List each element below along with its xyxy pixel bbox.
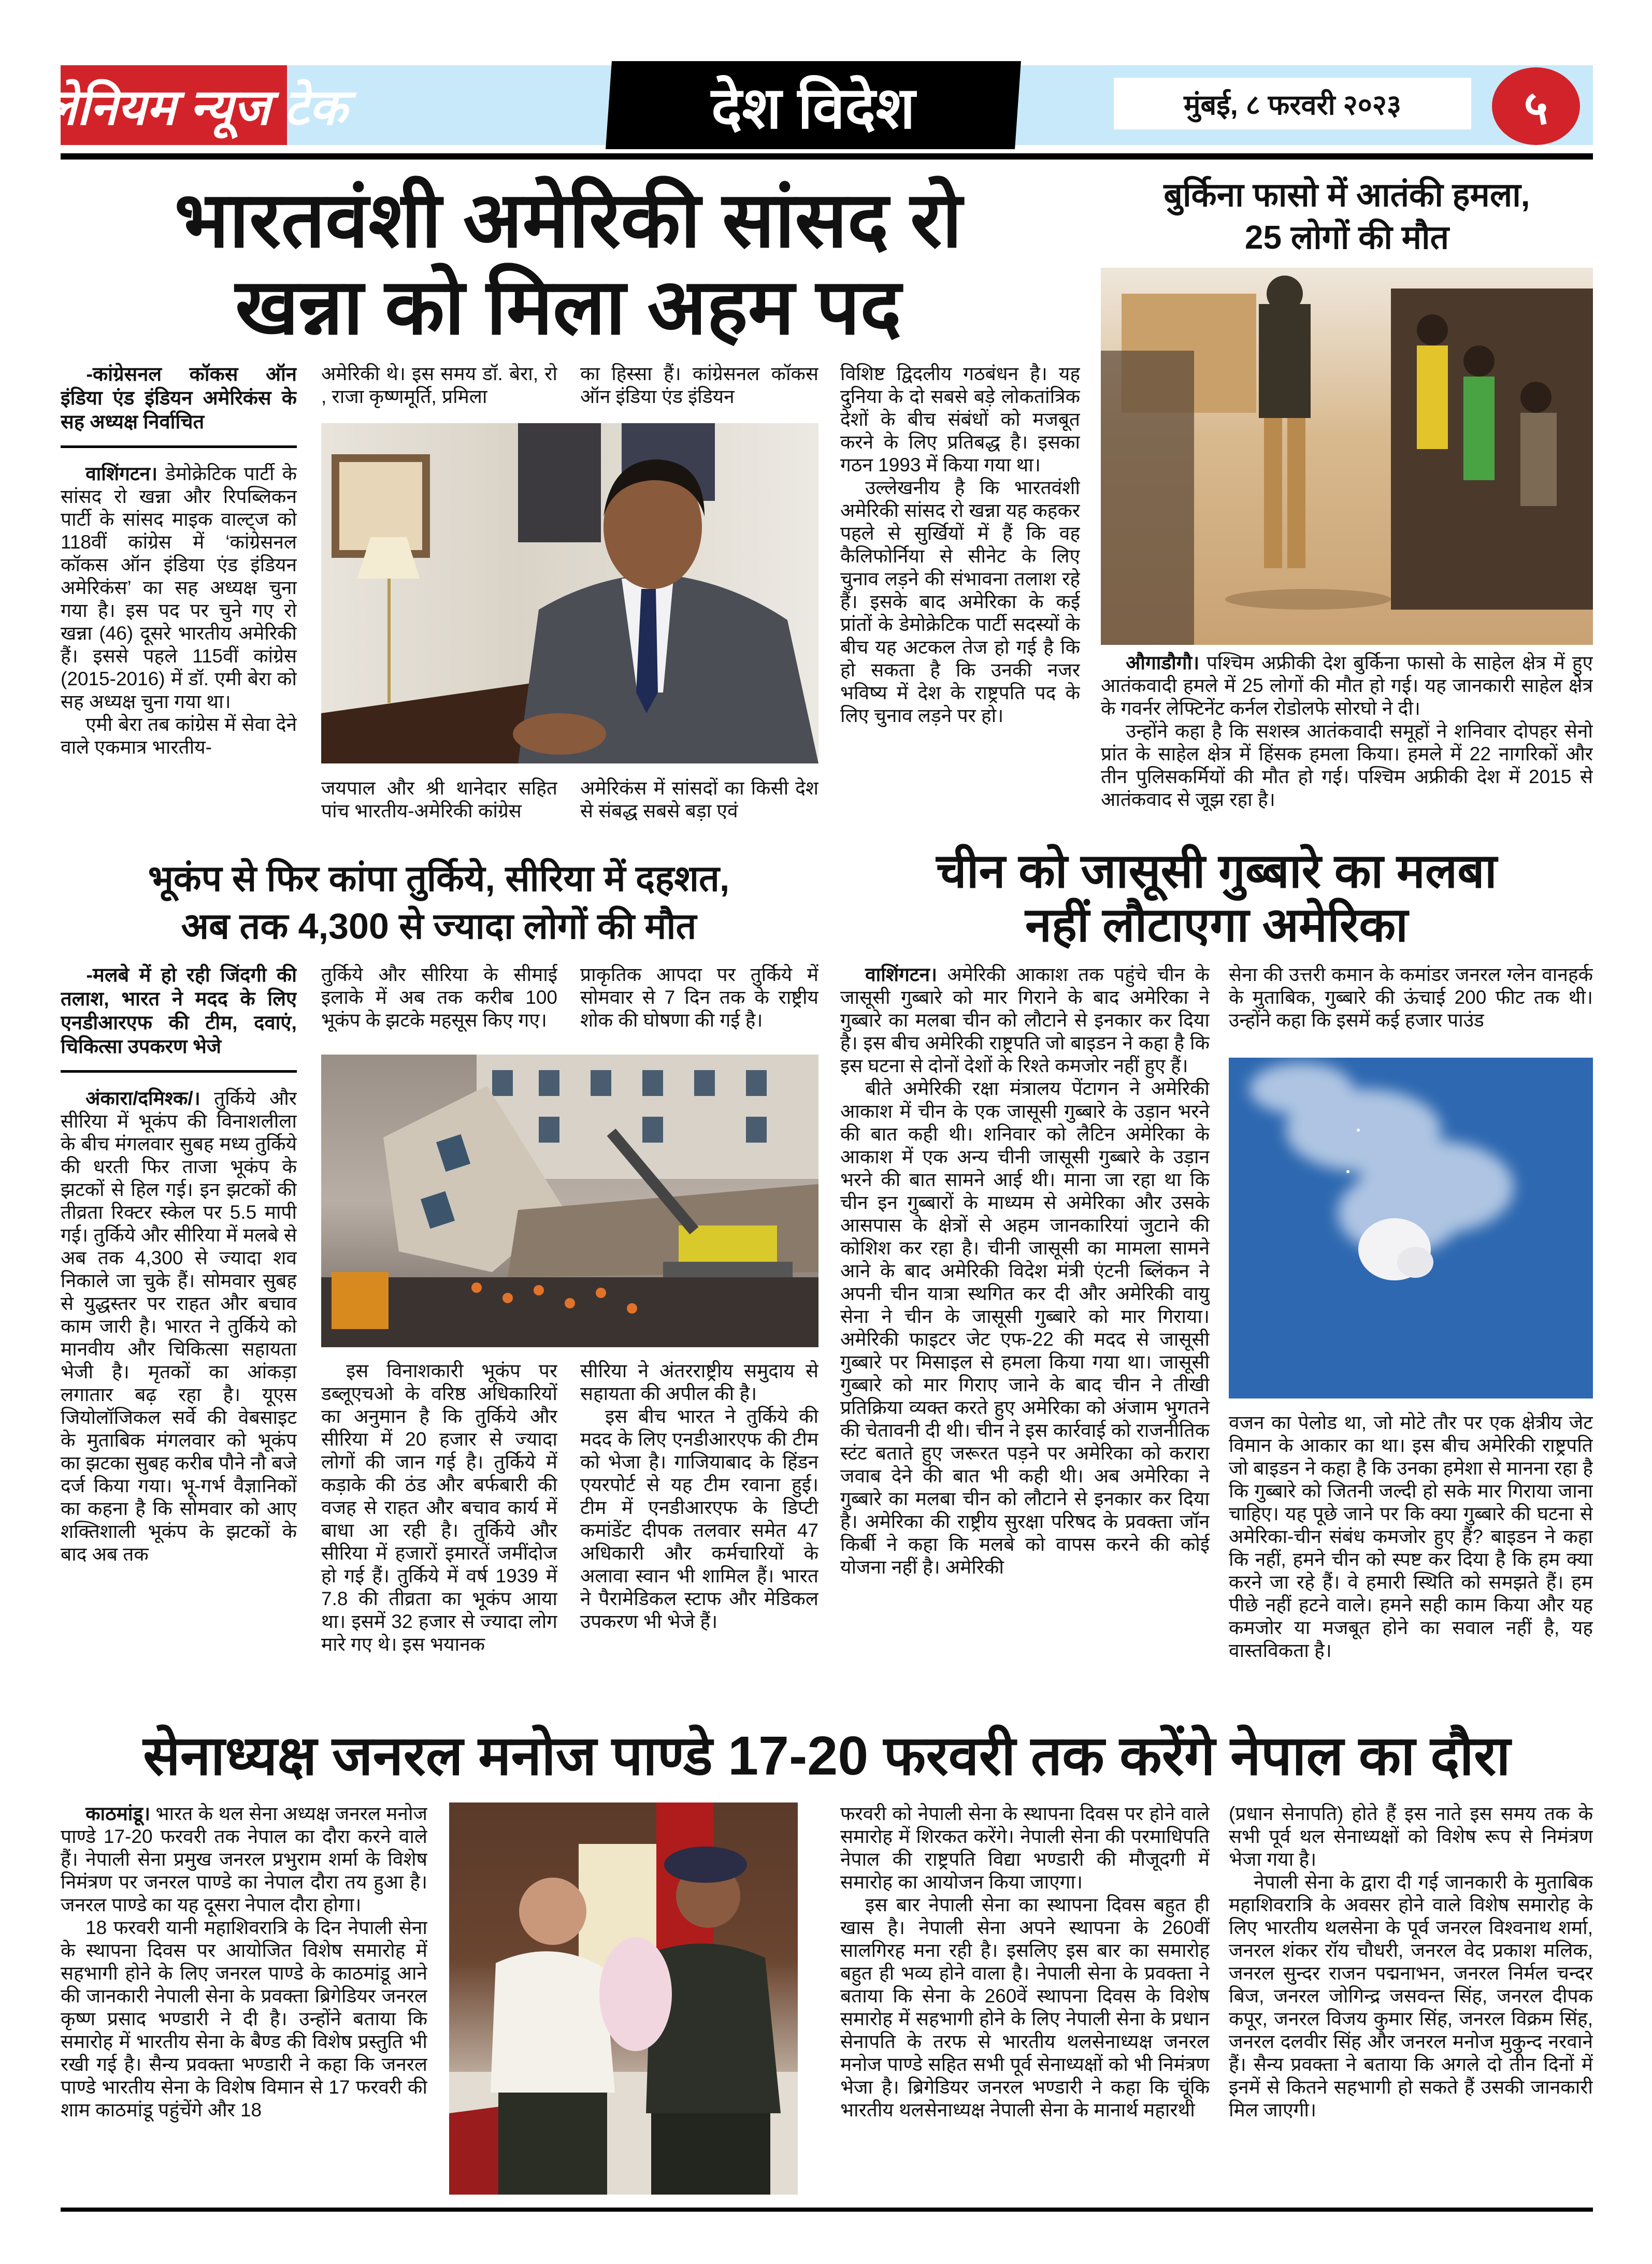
headline-line: खन्ना को मिला अहम पद <box>235 263 901 350</box>
paragraph: अमेरिकंस में सांसदों का किसी देश से संबद्ध सबसे बड़ा एवं <box>580 777 818 821</box>
dateline: काठमांडू। <box>85 1803 151 1824</box>
khanna-column-2-top <box>321 363 557 409</box>
paragraph: उन्होंने कहा है कि सशस्त्र आतंकवादी समूहों ने शनिवार दोपहर सेनो प्रांत के साहेल क्षेत्र में हिंसक हमला किया। हमले में 22 नागरिकों और तीन पुलिसकर्मियों की मौत हो गई। पश्चिम अफ्रीकी देश में 2015 से आतंकवाद से जूझ रहा है। <box>1101 720 1593 810</box>
dateline: वाशिंगटन। <box>85 463 158 484</box>
burkina-headline <box>1101 174 1593 258</box>
turkey-column-3-top <box>580 963 818 1036</box>
khanna-column-2-bottom <box>321 777 557 824</box>
balloon-smoke-illustration <box>1229 1058 1593 1398</box>
paragraph: इस बार नेपाली सेना का स्थापना दिवस बहुत ही खास है। नेपाली सेना अपने स्थापना के 260वीं सालगिरह मना रही है। इसलिए इस बार का समारोह बहुत ही भव्य होने वाला है। नेपाली सेना के प्रवक्ता ने बताया कि सेना के 260वें स्थापना दिवस के विशेष समारोह में सहभागी होने के लिए नेपाली सेना के प्रधान सेनापति के तरफ से भारतीय थलसेनाध्यक्ष जनरल मनोज पाण्डे सहित सभी पूर्व सेनाध्यक्षों को भी निमंत्रण भेजा है। ब्रिगेडियर जनरल भण्डारी ने कहा कि चूंकि भारतीय थलसेनाध्यक्ष नेपाली सेना के मानार्थ महारथी <box>840 1894 1210 2121</box>
khanna-column-4 <box>840 363 1080 834</box>
dateline: वाशिंगटन। <box>865 964 938 985</box>
masthead-rule <box>61 153 1593 160</box>
khanna-subhead: -कांग्रेसनल कॉकस ऑन इंडिया एंड इंडियन अमेरिकंस के सह अध्यक्ष निर्वाचित <box>61 364 297 433</box>
headline-line: नहीं लौटाएगा अमेरिका <box>1025 899 1408 951</box>
earthquake-rubble-photo <box>321 1055 818 1347</box>
turkey-headline <box>61 855 817 950</box>
paragraph: उल्लेखनीय है कि भारतवंशी अमेरिकी सांसद रो खन्ना यह कहकर पहले से सुर्खियों में हैं कि वह कैलिफोर्निया से सीनेट के लिए चुनाव लड़ने की संभावना तलाश रहे हैं। इसके बाद अमेरिका के कई प्रांतों के डेमोक्रेटिक पार्टी सदस्यों के बीच यह अटकल तेज हो गई है कि हो सकता है कि उनकी नजर भविष्य में देश के राष्ट्रपति पद के लिए चुनाव लड़ने पर हो। <box>840 477 1080 726</box>
paragraph: इस बीच भारत ने तुर्किये की मदद के लिए एनडीआरएफ की टीम को भेजा है। गाजियाबाद के हिंडन एयरपोर्ट से यह टीम रवाना हुई। टीम में एनडीआरएफ के डिप्टी कमांडेंट दीपक तलवार समेत 47 अधिकारी और कर्मचारियों के अलावा स्वान भी शामिल हैं। भारत ने पैरामेडिकल स्टाफ और मेडिकल उपकरण भी भेजे हैं। <box>580 1406 818 1632</box>
paragraph: जयपाल और श्री थानेदार सहित पांच भारतीय-अमेरिकी कांग्रेस <box>321 777 557 821</box>
khanna-column-1 <box>61 363 297 834</box>
china-column-1 <box>840 963 1210 1704</box>
paragraph: (प्रधान सेनापति) होते हैं इस नाते इस समय तक के सभी पूर्व थल सेनाध्यक्षों को विशेष रूप से निमंत्रण भेजा गया है। <box>1229 1803 1593 1870</box>
paragraph <box>61 1802 427 1916</box>
paragraph-text: अमेरिकी आकाश तक पहुंचे चीन के जासूसी गुब्बारे को मार गिराने के बाद अमेरिका ने गुब्बारे का मलबा चीन को लौटाने से इनकार कर दिया है। इस बीच अमेरिकी राष्ट्रपति जो बाइडन ने कहा है कि इस घटना से दोनों देशों के रिश्ते कमजोर नहीं हुए हैं। <box>840 964 1210 1076</box>
spy-balloon-photo <box>1229 1058 1593 1398</box>
burkina-story <box>1101 652 1593 833</box>
turkey-subhead: -मलबे में हो रही जिंदगी की तलाश, भारत ने मदद के लिए एनडीआरएफ की टीम, दवाएं, चिकित्सा उपकरण भेजे <box>61 964 297 1058</box>
paragraph: फरवरी को नेपाली सेना के स्थापना दिवस पर होने वाले समारोह में शिरकत करेंगे। नेपाली सेना की परमाधिपति नेपाल की राष्ट्रपति विद्या भण्डारी की मौजूदगी में समारोह का आयोजन किया जाएगा। <box>840 1803 1210 1893</box>
paragraph-text: तुर्किये और सीरिया में भूकंप की विनाशलीला के बीच मंगलवार सुबह मध्य तुर्किये की धरती फिर ताजा भूकंप के झटकों से हिल गई। इन झटकों की तीव्रता रिक्टर स्केल पर 5.5 मापी गई। तुर्किये और सीरिया में मलबे से अब तक 4,300 से ज्यादा शव निकाले जा चुके हैं। सोमवार सुबह से युद्धस्तर पर राहत और बचाव काम जारी है। भारत ने तुर्किये को मानवीय और चिकित्सा सहायता भेजी है। मृतकों का आंकड़ा लगातार बढ़ रहा है। यूएस जियोलॉजिकल सर्वे की वेबसाइट के मुताबिक मंगलवार को भूकंप का झटका सुबह करीब पौने नौ बजे दर्ज किया गया। भू-गर्भ वैज्ञानिकों का कहना है कि सोमवार को आए शक्तिशाली भूकंप के झटकों के बाद अब तक <box>61 1088 297 1565</box>
paragraph <box>61 1087 297 1566</box>
paragraph: नेपाली सेना के द्वारा दी गई जानकारी के मुताबिक महाशिवरात्रि के अवसर होने वाले विशेष समारोह के लिए भारतीय थलसेना के पूर्व जनरल विश्वनाथ शर्मा, जनरल शंकर रॉय चौधरी, जनरल वेद प्रकाश मलिक, जनरल सुन्दर राजन पद्मनाभन, जनरल निर्मल चन्दर बिज, जनरल जोगिन्द्र जसवन्त सिंह, जनरल दीपक कपूर, जनरल विजय कुमार सिंह, जनरल विक्रम सिंह, जनरल दलवीर सिंह और जनरल मनोज मुकुन्द नरवाने हैं। सैन्य प्रवक्ता ने बताया कि अगले दो तीन दिनों में इनमें से कितने सहभागी हो सकते हैं उसकी जानकारी मिल जाएगी। <box>1229 1871 1593 2121</box>
paragraph-text: पश्चिम अफ्रीकी देश बुर्किना फासो के साहेल क्षेत्र में हुए आतंकवादी हमले में 25 लोगों की मौत हो गई। यह जानकारी साहेल क्षेत्र के गवर्नर लेफ्टिनेंट कर्नल रोडोलफे सोरघो ने दी। <box>1101 652 1593 719</box>
nepal-column-4 <box>1229 1802 1593 2196</box>
subhead-divider <box>61 1070 297 1073</box>
turkey-column-1 <box>61 963 297 1704</box>
china-column-2-top <box>1229 963 1593 1036</box>
page-number: ५ <box>1492 67 1580 145</box>
turkey-column-2-bottom <box>321 1360 557 1704</box>
khanna-headline <box>61 176 1076 350</box>
paragraph: 18 फरवरी यानी महाशिवरात्रि के दिन नेपाली सेना के स्थापना दिवस पर आयोजित विशेष समारोह में सहभागी होने के लिए जनरल पाण्डे के काठमांडू आने की जानकारी नेपाली सेना के प्रवक्ता ब्रिगेडियर जनरल कृष्ण प्रसाद भण्डारी ने दी है। उन्होंने बताया कि समारोह में भारतीय सेना के बैण्ड की विशेष प्रस्तुति भी रखी गई है। सैन्य प्रवक्ता भण्डारी ने कहा कि जनरल पाण्डे भारतीय सेना के विशेष विमान से 17 फरवरी की शाम काठमांडू पहुंचेंगे और 18 <box>61 1917 427 2121</box>
edition-date: मुंबई, ८ फरवरी २०२३ <box>1114 78 1471 129</box>
headline-line: अब तक 4,300 से ज्यादा लोगों की मौत <box>181 906 697 946</box>
paragraph <box>840 963 1210 1077</box>
headline-line: भारतवंशी अमेरिकी सांसद रो <box>174 176 963 263</box>
paragraph: अमेरिकी थे। इस समय डॉ. बेरा, रो , राजा कृष्णमूर्ति, प्रमिला <box>321 363 557 407</box>
paragraph-text: भारत के थल सेना अध्यक्ष जनरल मनोज पाण्डे 17-20 फरवरी तक नेपाल का दौरा करने वाले हैं। नेपाली सेना प्रमुख जनरल प्रभुराम शर्मा के विशेष निमंत्रण पर जनरल पाण्डे का नेपाल दौरा तय हुआ है। जनरल पाण्डे का यह दूसरा नेपाल दौरा होगा। <box>61 1803 427 1915</box>
turkey-column-2-top <box>321 963 557 1036</box>
nepal-headline: सेनाध्यक्ष जनरल मनोज पाण्डे 17-20 फरवरी तक करेंगे नेपाल का दौरा <box>143 1725 1511 1786</box>
subhead-divider <box>61 445 297 448</box>
khanna-column-3-bottom <box>580 777 818 824</box>
paragraph: सेना की उत्तरी कमान के कमांडर जनरल ग्लेन वानहर्क के मुताबिक, गुब्बारे की ऊंचाई 200 फीट तक थी। उन्होंने कहा कि इसमें कई हजार पाउंड <box>1229 964 1593 1031</box>
turkey-column-3-bottom <box>580 1360 818 1704</box>
army-chiefs-photo <box>449 1802 798 2195</box>
collapsed-building-illustration <box>321 1055 818 1347</box>
paragraph: इस विनाशकारी भूकंप पर डब्लूएचओ के वरिष्ठ अधिकारियों का अनुमान है कि तुर्किये और सीरिया में 20 हजार से ज्यादा लोगों की जान गई है। तुर्किये में कड़ाके की ठंड और बर्फबारी की वजह से राहत और बचाव कार्य में बाधा आ रही है। तुर्किये और सीरिया में हजारों इमारतें जमींदोज हो गई हैं। तुर्किये में वर्ष 1939 में 7.8 की तीव्रता का भूकंप आया था। इसमें 32 हजार से ज्यादा लोग मारे गए थे। इस भयानक <box>321 1360 557 1655</box>
nepal-column-3 <box>840 1802 1210 2196</box>
headline-line: चीन को जासूसी गुब्बारे का मलबा <box>936 845 1497 898</box>
paragraph: एमी बेरा तब कांग्रेस में सेवा देने वाले एकमात्र भारतीय- <box>61 714 297 758</box>
paragraph: बीते अमेरिकी रक्षा मंत्रालय पेंटागन ने अमेरिकी आकाश में चीन के एक जासूसी गुब्बारे के उड़ान भरने की बात कही थी। शनिवार को लैटिन अमेरिका के आकाश में एक अन्य चीनी जासूसी गुब्बारे के उड़ान भरने की बात सामने आई थी। माना जा रहा था कि चीन इन गुब्बारों के माध्यम से अमेरिका और उसके आसपास के क्षेत्रों से अहम जानकारियां जुटाने की कोशिश कर रहा है। चीनी जासूसी का मामला सामने आने के बाद अमेरिकी विदेश मंत्री एंटनी ब्लिंकन ने अपनी चीन यात्रा स्थगित कर दी और अमेरिकी वायु सेना ने चीन के जासूसी गुब्बारे को मार गिराया। अमेरिकी फाइटर जेट एफ-22 की मदद से जासूसी गुब्बारे पर मिसाइल से हमला किया गया था। जासूसी गुब्बारे को मार गिराए जाने के बाद चीन ने तीखी प्रतिक्रिया व्यक्त करते हुए अमेरिका को अंजाम भुगतने की चेतावनी दी थी। चीन ने इस कार्रवाई को राजनीतिक स्टंट बताते हुए जरूरत पड़ने पर अमेरिका को करारा जवाब देने की बात भी कही थी। अब अमेरिका ने गुब्बारे का मलबा चीन को लौटाने से इनकार कर दिया है। अमेरिका की राष्ट्रीय सुरक्षा परिषद के प्रवक्ता जॉन किर्बी ने कहा कि मलबे को वापस करने की कोई योजना नहीं है। अमेरिकी <box>840 1078 1210 1578</box>
china-headline <box>840 844 1593 952</box>
generals-greeting-illustration <box>449 1802 798 2195</box>
paragraph: वजन का पेलोड था, जो मोटे तौर पर एक क्षेत्रीय जेट विमान के आकार का था। इस बीच अमेरिकी राष्ट्रपति जो बाइडन ने कहा है कि उनका हमेशा से मानना रहा है कि गुब्बारे को जितनी जल्दी हो सके मार गिराया जाना चाहिए। यह पूछे जाने पर कि क्या गुब्बारे की घटना से अमेरिका-चीन संबंध कमजोर हुए हैं? बाइडन ने कहा कि नहीं, हमने चीन को स्पष्ट कर दिया है कि हम क्या करने जा रहे हैं। वे हमारी स्थिति को समझते हैं। हम पीछे नहीं हटने वाले। हमने सही काम किया और यह कमजोर या मजबूत होने का सवाल नहीं है, यह वास्तविकता है। <box>1229 1412 1593 1661</box>
paragraph-text: डेमोक्रेटिक पार्टी के सांसद रो खन्ना और रिपब्लिकन पार्टी के सांसद माइक वाल्ट्ज को 118वीं कांग्रेस में ‘कांग्रेसनल कॉकस ऑन इंडिया एंड इंडियन अमेरिकंस’ का सह अध्यक्ष चुना गया है। इस पद पर चुने गए रो खन्ना (46) दूसरे भारतीय अमेरिकी हैं। इससे पहले 115वीं कांग्रेस (2015-2016) में डॉ. एमी बेरा को सह अध्यक्ष चुना गया था। <box>61 463 297 712</box>
headline-line: 25 लोगों की मौत <box>1244 219 1449 256</box>
headline-line: भूकंप से फिर कांपा तुर्किये, सीरिया में दहशत, <box>148 858 730 899</box>
nepal-column-1 <box>61 1802 427 2196</box>
section-title <box>606 61 1021 149</box>
paragraph <box>1101 652 1593 720</box>
china-column-2-bottom <box>1229 1411 1593 1704</box>
dateline: अंकारा/दमिश्क/। <box>85 1088 200 1109</box>
paragraph: का हिस्सा हैं। कांग्रेसनल कॉकस ऑन इंडिया एंड इंडियन <box>580 363 818 407</box>
newspaper-brand: मिलेनियम न्यूज टेक <box>61 65 287 145</box>
burkina-photo <box>1101 268 1593 645</box>
headline-line: बुर्किना फासो में आतंकी हमला, <box>1163 176 1530 213</box>
paragraph: तुर्किये और सीरिया के सीमाई इलाके में अब तक करीब 100 भूकंप के झटके महसूस किए गए। <box>321 964 557 1031</box>
section-title-text: देश विदेश <box>711 75 915 140</box>
paragraph: सीरिया ने अंतरराष्ट्रीय समुदाय से सहायता की अपील की है। <box>580 1360 818 1404</box>
paragraph <box>61 463 297 713</box>
dateline: औगाडौगौ। <box>1126 652 1200 673</box>
page-bottom-rule <box>61 2208 1593 2212</box>
paragraph: विशिष्ट द्विदलीय गठबंधन है। यह दुनिया के दो सबसे बड़े लोकतांत्रिक देशों के बीच संबंधों को मजबूत करने के लिए प्रतिबद्ध है। इसका गठन 1993 में किया गया था। <box>840 363 1080 475</box>
khanna-column-3-top <box>580 363 818 409</box>
ro-khanna-photo <box>321 423 818 763</box>
paragraph: प्राकृतिक आपदा पर तुर्किये में सोमवार से 7 दिन तक के राष्ट्रीय शोक की घोषणा की गई है। <box>580 964 818 1031</box>
portrait-illustration <box>321 423 818 763</box>
soldier-crowd-illustration <box>1101 268 1593 645</box>
